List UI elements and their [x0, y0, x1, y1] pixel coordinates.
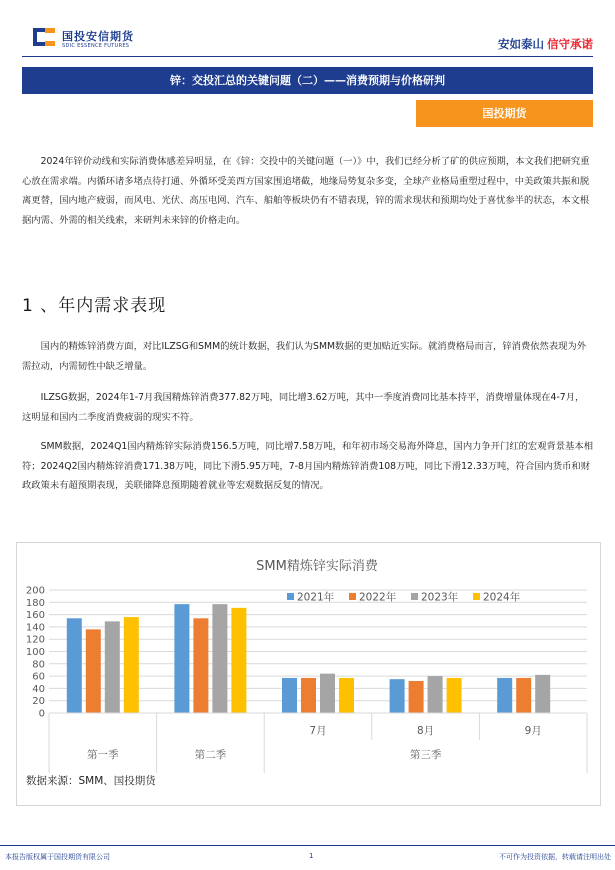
ilzsg-paragraph [22, 388, 593, 427]
y-tick-label: 20 [32, 696, 45, 708]
bar-2024年-7月 [339, 678, 354, 713]
ilzsg-text: ILZSG数据，2024年1-7月我国精炼锌消费377.82万吨，同比增3.62万吨，其中一季度消费同比基本持平，消费增量体现在4-7月，这明显和国内二季度消费疲弱的现实不符。 [22, 392, 585, 423]
legend-swatch [349, 593, 356, 600]
company-logo-icon [32, 25, 56, 49]
bar-2021年-第二季 [174, 604, 189, 713]
bar-2022年-8月 [409, 681, 424, 713]
x-category-label: 第一季 [87, 749, 119, 761]
legend-label: 2021年 [297, 591, 335, 604]
intro-text: 2024年锌价动线和实际消费体感差异明显，在《锌：交投中的关键问题（一）》中，我们已经分析了矿的供应预期，本文我们把研究重心放在需求端。内循环诸多堵点待打通、外循环受美西方国家围追堵截，地缘局势复杂多变，全球产业格局重塑过程中，中美政策共振和脱离更替，国内地产疲弱，而风电、光伏、高压电网、汽车、船舶等板块仍有不错表现，锌的需求现状和预期均处于喜忧参半的状态，本文根据内需、外需的相关线索，来研判未来锌的价格走向。 [22, 156, 590, 226]
header-divider [22, 56, 593, 57]
x-axis [49, 713, 587, 773]
x-category-label: 第二季 [194, 749, 227, 761]
slogan [498, 36, 593, 52]
bar-2022年-第一季 [86, 629, 101, 713]
y-tick-label: 180 [25, 597, 45, 609]
page-number: 1 [309, 852, 314, 860]
bar-2021年-8月 [390, 679, 405, 713]
bar-2022年-9月 [516, 678, 531, 713]
company-name-en: SDIC ESSENCE FUTURES [62, 43, 130, 49]
report-title-bar: 锌：交投汇总的关键问题（二）——消费预期与价格研判 [22, 67, 593, 94]
x-category-label: 7月 [309, 725, 327, 737]
legend-swatch [473, 593, 480, 600]
legend-swatch [411, 593, 418, 600]
company-name-cn: 国投安信期货 [62, 30, 134, 43]
x-category-label: 9月 [524, 725, 542, 737]
intro-paragraph [22, 152, 593, 230]
chart-bars [67, 604, 550, 713]
brand-tag: 国投期货 [416, 100, 593, 127]
chart-legend [287, 591, 521, 604]
y-tick-label: 120 [25, 634, 45, 646]
legend-swatch [287, 593, 294, 600]
bar-2023年-第二季 [212, 604, 227, 713]
y-tick-label: 0 [38, 708, 45, 720]
slogan-part-a: 安如泰山 [498, 37, 544, 51]
bar-2023年-8月 [428, 676, 443, 713]
y-tick-label: 100 [25, 647, 45, 658]
consumption-bar-chart [17, 543, 600, 805]
smm-paragraph [22, 437, 593, 496]
y-tick-label: 60 [32, 671, 45, 683]
footer-disclaimer: 不可作为投资依据，转载请注明出处 [499, 853, 611, 861]
y-tick-label: 160 [25, 610, 45, 622]
footer-divider [0, 845, 615, 846]
bar-2022年-第二季 [193, 618, 208, 713]
slogan-part-b: 信守承诺 [547, 37, 593, 51]
bar-2023年-7月 [320, 674, 335, 713]
y-axis-ticks [26, 586, 45, 720]
bar-2021年-第一季 [67, 618, 82, 713]
section-heading: 1 、年内需求表现 [22, 296, 167, 316]
y-tick-label: 40 [32, 683, 45, 695]
x-group-label: 第三季 [409, 749, 442, 761]
bar-2024年-第二季 [231, 608, 246, 713]
legend-label: 2024年 [483, 591, 521, 604]
bar-2021年-7月 [282, 678, 297, 713]
bar-2021年-9月 [497, 678, 512, 713]
chart-source: 数据来源：SMM、国投期货 [26, 775, 156, 787]
bar-2023年-第一季 [105, 621, 120, 713]
legend-label: 2023年 [421, 591, 459, 604]
x-category-label: 8月 [417, 725, 435, 737]
body-text: 国内的精炼锌消费方面，对比ILZSG和SMM的统计数据，我们认为SMM数据的更加贴近实际。就消费格局而言，锌消费依然表现为外需拉动，内需韧性中缺乏增量。 [22, 341, 587, 372]
bar-2024年-第一季 [124, 617, 139, 713]
y-tick-label: 80 [32, 659, 45, 671]
smm-text: SMM数据，2024Q1国内精炼锌实际消费156.5万吨，同比增7.58万吨，和年初市场交易海外降息，国内力争开门红的宏观背景基本相符；2024Q2国内精炼锌消费171.38万吨，同比下滑5.95万吨，7-8月国内精炼锌消费108万吨，同比下滑12.33万吨，符合国内货币和财政政策未有超预期表现，美联储降息预期随着就业等宏观数据反复的情况。 [22, 441, 593, 491]
footer-copyright: 本报告版权属于国投期货有限公司 [5, 853, 110, 861]
bar-2023年-9月 [535, 675, 550, 713]
y-tick-label: 140 [25, 622, 45, 634]
bar-2022年-7月 [301, 678, 316, 713]
body-paragraph [22, 337, 593, 376]
y-tick-label: 200 [25, 585, 45, 597]
chart-frame [16, 542, 601, 806]
legend-label: 2022年 [359, 591, 397, 604]
chart-title: SMM精炼锌实际消费 [256, 559, 378, 574]
bar-2024年-8月 [447, 678, 462, 713]
